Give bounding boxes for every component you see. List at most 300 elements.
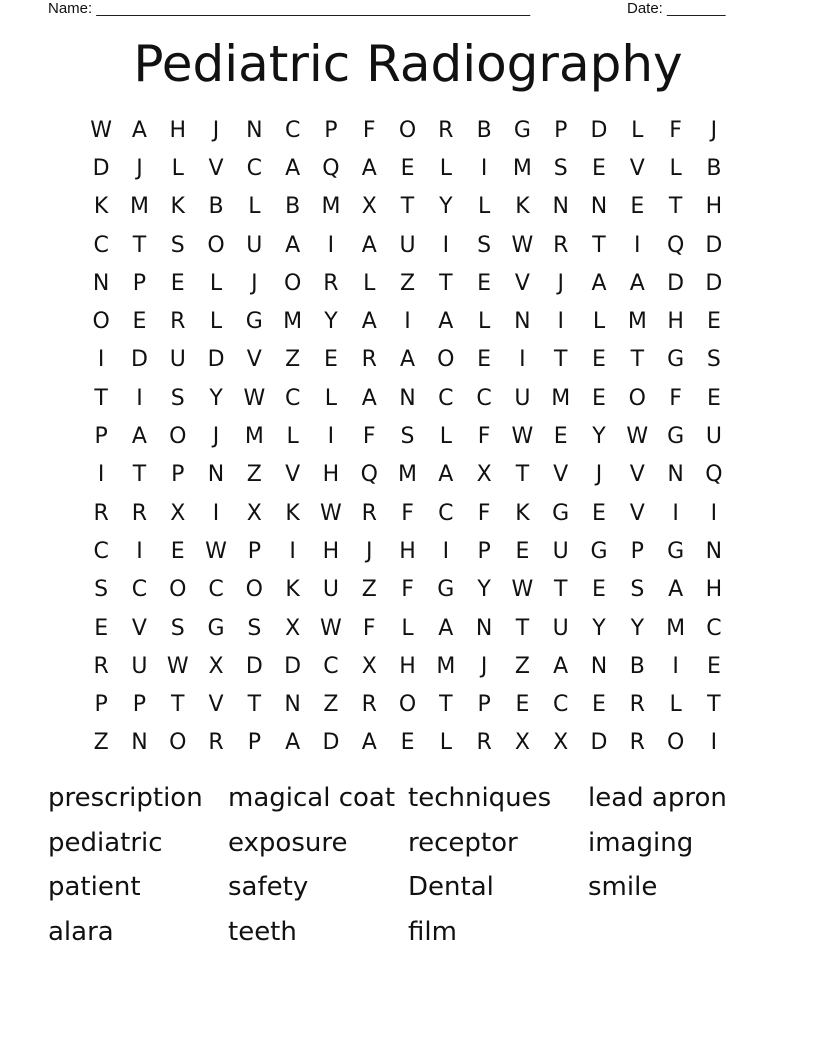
grid-cell[interactable]: O [283, 270, 302, 296]
grid-cell[interactable]: I [480, 155, 488, 181]
grid-cell[interactable]: U [322, 577, 339, 603]
grid-cell[interactable]: A [285, 155, 301, 181]
grid-cell[interactable]: R [93, 500, 109, 526]
grid-cell[interactable]: H [667, 309, 684, 335]
grid-cell[interactable]: H [399, 538, 416, 564]
grid-cell[interactable]: H [322, 538, 340, 564]
grid-cell[interactable]: H [399, 653, 416, 679]
grid-cell[interactable]: O [437, 347, 455, 373]
word-bank-item: smile [588, 872, 658, 902]
grid-cell[interactable]: O [398, 117, 417, 143]
grid-cell[interactable]: T [515, 462, 530, 488]
grid-cell[interactable]: C [553, 692, 569, 718]
grid-cell[interactable]: P [324, 117, 338, 143]
grid-cell[interactable]: I [557, 309, 564, 335]
grid-cell[interactable]: J [212, 424, 220, 450]
grid-cell[interactable]: I [672, 500, 679, 526]
grid-cell[interactable]: R [131, 500, 148, 526]
grid-cell[interactable]: E [592, 500, 606, 526]
grid-cell[interactable]: W [511, 424, 534, 450]
grid-cell[interactable]: B [208, 194, 224, 220]
grid-cell[interactable]: C [284, 117, 301, 143]
grid-cell[interactable]: G [667, 538, 685, 564]
grid-cell[interactable]: K [170, 194, 185, 220]
grid-cell[interactable]: Z [285, 347, 301, 373]
grid-cell[interactable]: D [322, 730, 340, 756]
grid-cell[interactable]: G [245, 309, 263, 335]
grid-cell[interactable]: Z [93, 730, 109, 756]
grid-cell[interactable]: W [511, 577, 534, 603]
grid-cell[interactable]: L [631, 117, 644, 143]
grid-cell[interactable]: C [706, 615, 722, 641]
grid-cell[interactable]: M [666, 615, 686, 641]
grid-cell[interactable]: D [245, 653, 263, 679]
grid-cell[interactable]: O [628, 385, 646, 411]
grid-cell[interactable]: G [437, 577, 455, 603]
grid-cell[interactable]: T [439, 270, 453, 296]
grid-cell[interactable]: M [283, 309, 303, 335]
grid-cell[interactable]: N [475, 615, 493, 641]
grid-cell[interactable]: T [132, 232, 147, 258]
grid-cell[interactable]: L [439, 424, 452, 450]
grid-cell[interactable]: V [629, 500, 645, 526]
grid-cell[interactable]: D [92, 155, 110, 181]
grid-cell[interactable]: V [208, 155, 224, 181]
word-bank-item: magical coat [228, 783, 396, 813]
letter-grid [82, 111, 733, 762]
grid-cell[interactable]: F [362, 615, 376, 641]
grid-cell[interactable]: S [400, 424, 415, 450]
grid-cell[interactable]: B [285, 194, 301, 220]
grid-cell[interactable]: D [207, 347, 225, 373]
grid-cell[interactable]: P [477, 692, 491, 718]
grid-cell[interactable]: X [553, 730, 569, 756]
grid-cell[interactable]: V [514, 270, 530, 296]
grid-cell[interactable]: Q [322, 155, 340, 181]
grid-cell[interactable]: A [131, 424, 147, 450]
grid-cell[interactable]: E [477, 347, 492, 373]
grid-cell[interactable]: W [243, 385, 266, 411]
grid-cell[interactable]: S [94, 577, 109, 603]
grid-cell[interactable]: C [438, 385, 454, 411]
grid-cell[interactable]: U [705, 424, 722, 450]
grid-cell[interactable]: U [552, 615, 569, 641]
grid-cell[interactable]: E [706, 653, 721, 679]
grid-cell[interactable]: A [438, 309, 454, 335]
grid-cell[interactable]: H [169, 117, 187, 143]
grid-cell[interactable]: D [667, 270, 685, 296]
grid-cell[interactable]: T [247, 692, 262, 718]
grid-cell[interactable]: V [285, 462, 301, 488]
grid-cell[interactable]: G [552, 500, 570, 526]
grid-cell[interactable]: T [630, 347, 645, 373]
grid-cell[interactable]: W [166, 653, 189, 679]
grid-cell[interactable]: E [592, 577, 606, 603]
grid-cell[interactable]: N [667, 462, 684, 488]
grid-cell[interactable]: H [322, 462, 340, 488]
grid-cell[interactable]: E [477, 270, 492, 296]
grid-cell[interactable]: Q [666, 232, 685, 258]
grid-cell[interactable]: I [136, 538, 143, 564]
grid-cell[interactable]: Y [630, 615, 645, 641]
grid-cell[interactable]: R [361, 347, 377, 373]
grid-cell[interactable]: G [207, 615, 225, 641]
grid-cell[interactable]: V [246, 347, 262, 373]
grid-cell[interactable]: K [515, 194, 530, 220]
grid-cell[interactable]: I [442, 538, 450, 564]
grid-cell[interactable]: T [439, 692, 453, 718]
grid-cell[interactable]: L [439, 155, 452, 181]
grid-cell[interactable]: E [630, 194, 645, 220]
page-title: Pediatric Radiography [133, 35, 683, 93]
grid-cell[interactable]: M [512, 155, 532, 181]
grid-cell[interactable]: D [284, 653, 302, 679]
grid-cell[interactable]: E [706, 309, 721, 335]
grid-cell[interactable]: W [90, 117, 113, 143]
grid-cell[interactable]: U [552, 538, 569, 564]
grid-cell[interactable]: E [170, 538, 185, 564]
grid-cell[interactable]: A [591, 270, 607, 296]
grid-cell[interactable]: Z [514, 653, 530, 679]
grid-cell[interactable]: O [207, 232, 225, 258]
grid-cell[interactable]: O [398, 692, 417, 718]
grid-cell[interactable]: I [710, 730, 718, 756]
grid-cell[interactable]: R [629, 692, 645, 718]
grid-cell[interactable]: S [170, 232, 185, 258]
grid-cell[interactable]: Y [592, 424, 606, 450]
grid-cell[interactable]: O [169, 730, 187, 756]
grid-cell[interactable]: T [707, 692, 721, 718]
grid-cell[interactable]: D [705, 232, 723, 258]
grid-cell[interactable]: E [94, 615, 109, 641]
grid-cell[interactable]: H [705, 577, 723, 603]
grid-cell[interactable]: K [285, 500, 300, 526]
grid-cell[interactable]: P [630, 538, 644, 564]
grid-cell[interactable]: A [438, 462, 454, 488]
grid-cell[interactable]: E [515, 538, 530, 564]
grid-cell[interactable]: C [438, 500, 454, 526]
grid-cell[interactable]: R [553, 232, 569, 258]
grid-cell[interactable]: V [629, 155, 645, 181]
grid-cell[interactable]: E [592, 385, 606, 411]
grid-cell[interactable]: F [669, 385, 682, 411]
grid-cell[interactable]: I [710, 500, 718, 526]
grid-cell[interactable]: X [476, 462, 492, 488]
grid-cell[interactable]: C [208, 577, 224, 603]
grid-cell[interactable]: R [361, 500, 377, 526]
grid-cell[interactable]: A [131, 117, 147, 143]
grid-cell[interactable]: V [553, 462, 569, 488]
grid-cell[interactable]: I [519, 347, 526, 373]
grid-cell[interactable]: L [248, 194, 261, 220]
grid-cell[interactable]: Y [592, 615, 606, 641]
grid-cell[interactable]: B [706, 155, 722, 181]
grid-cell[interactable]: N [92, 270, 110, 296]
name-field[interactable]: Name: ____________________________________________________ [48, 0, 531, 17]
grid-cell[interactable]: M [244, 424, 264, 450]
grid-cell[interactable]: L [286, 424, 299, 450]
grid-cell[interactable]: T [132, 462, 147, 488]
grid-cell[interactable]: L [324, 385, 338, 411]
grid-cell[interactable]: X [246, 500, 262, 526]
grid-cell[interactable]: M [129, 194, 149, 220]
grid-cell[interactable]: A [361, 385, 377, 411]
grid-cell[interactable]: R [476, 730, 492, 756]
grid-cell[interactable]: L [363, 270, 376, 296]
grid-cell[interactable]: L [439, 730, 452, 756]
grid-cell[interactable]: G [590, 538, 608, 564]
grid-cell[interactable]: C [93, 232, 109, 258]
grid-cell[interactable]: S [170, 615, 185, 641]
grid-cell[interactable]: S [706, 347, 721, 373]
grid-cell[interactable]: R [361, 692, 377, 718]
grid-cell[interactable]: R [323, 270, 339, 296]
grid-cell[interactable]: S [477, 232, 492, 258]
grid-cell[interactable]: G [513, 117, 531, 143]
grid-cell[interactable]: F [401, 577, 414, 603]
grid-cell[interactable]: U [169, 347, 186, 373]
grid-cell[interactable]: C [246, 155, 263, 181]
grid-cell[interactable]: L [401, 615, 414, 641]
grid-cell[interactable]: T [668, 194, 683, 220]
grid-cell[interactable]: L [477, 309, 491, 335]
grid-cell[interactable]: O [169, 424, 187, 450]
grid-cell[interactable]: E [706, 385, 721, 411]
grid-cell[interactable]: Q [360, 462, 378, 488]
grid-cell[interactable]: S [247, 615, 262, 641]
grid-cell[interactable]: U [399, 232, 416, 258]
grid-cell[interactable]: K [93, 194, 109, 220]
word-bank-item: safety [228, 872, 309, 902]
grid-cell[interactable]: F [362, 117, 376, 143]
grid-cell[interactable]: P [94, 692, 108, 718]
grid-cell[interactable]: I [442, 232, 450, 258]
grid-cell[interactable]: Z [246, 462, 262, 488]
grid-cell[interactable]: N [284, 692, 301, 718]
grid-cell[interactable]: O [666, 730, 685, 756]
grid-cell[interactable]: N [131, 730, 148, 756]
grid-cell[interactable]: X [514, 730, 530, 756]
grid-cell[interactable]: J [710, 117, 718, 143]
grid-cell[interactable]: P [247, 538, 261, 564]
grid-cell[interactable]: E [592, 155, 606, 181]
grid-cell[interactable]: X [361, 653, 377, 679]
grid-cell[interactable]: C [284, 385, 301, 411]
grid-cell[interactable]: J [136, 155, 143, 181]
grid-cell[interactable]: E [400, 155, 415, 181]
grid-cell[interactable]: I [97, 347, 105, 373]
grid-cell[interactable]: X [285, 615, 301, 641]
grid-cell[interactable]: I [97, 462, 105, 488]
grid-cell[interactable]: F [477, 500, 491, 526]
grid-cell[interactable]: R [170, 309, 186, 335]
grid-cell[interactable]: E [592, 692, 606, 718]
grid-cell[interactable]: A [399, 347, 416, 373]
grid-cell[interactable]: D [705, 270, 723, 296]
grid-cell[interactable]: A [361, 730, 377, 756]
word-bank-item: pediatric [48, 827, 163, 858]
grid-cell[interactable]: U [131, 653, 148, 679]
grid-cell[interactable]: F [477, 424, 491, 450]
grid-cell[interactable]: L [209, 309, 223, 335]
grid-cell[interactable]: R [93, 653, 109, 679]
grid-cell[interactable]: J [365, 538, 373, 564]
grid-cell[interactable]: T [171, 692, 185, 718]
word-bank-item: imaging [588, 827, 694, 858]
grid-cell[interactable]: T [553, 347, 568, 373]
grid-cell[interactable]: G [667, 424, 685, 450]
grid-cell[interactable]: L [477, 194, 491, 220]
grid-cell[interactable]: S [630, 577, 645, 603]
grid-cell[interactable]: W [511, 232, 534, 258]
grid-cell[interactable]: P [554, 117, 568, 143]
grid-cell[interactable]: O [169, 577, 187, 603]
grid-cell[interactable]: N [590, 194, 608, 220]
grid-cell[interactable]: I [404, 309, 411, 335]
grid-cell[interactable]: V [208, 692, 224, 718]
grid-cell[interactable]: W [626, 424, 649, 450]
grid-cell[interactable]: Q [705, 462, 723, 488]
grid-cell[interactable]: A [361, 155, 377, 181]
grid-cell[interactable]: A [668, 577, 684, 603]
word-bank-item: teeth [228, 916, 297, 947]
grid-cell[interactable]: D [130, 347, 148, 373]
grid-cell[interactable]: A [285, 232, 301, 258]
grid-cell[interactable]: D [590, 730, 608, 756]
grid-cell[interactable]: I [327, 424, 335, 450]
grid-cell[interactable]: X [208, 653, 224, 679]
grid-cell[interactable]: S [170, 385, 185, 411]
grid-cell[interactable]: R [208, 730, 224, 756]
grid-cell[interactable]: F [669, 117, 682, 143]
grid-cell[interactable]: K [285, 577, 300, 603]
grid-cell[interactable]: N [590, 653, 608, 679]
grid-cell[interactable]: T [553, 577, 568, 603]
grid-cell[interactable]: P [477, 538, 491, 564]
grid-cell[interactable]: L [669, 155, 682, 181]
grid-cell[interactable]: R [629, 730, 645, 756]
grid-cell[interactable]: T [400, 194, 415, 220]
grid-cell[interactable]: L [592, 309, 606, 335]
grid-cell[interactable]: Y [439, 194, 453, 220]
grid-cell[interactable]: E [170, 270, 185, 296]
grid-cell[interactable]: B [476, 117, 492, 143]
grid-cell[interactable]: Z [323, 692, 339, 718]
grid-cell[interactable]: J [251, 270, 258, 296]
grid-cell[interactable]: P [132, 270, 147, 296]
date-field[interactable]: Date: _______ [627, 0, 726, 17]
grid-cell[interactable]: B [629, 653, 645, 679]
grid-cell[interactable]: A [629, 270, 645, 296]
grid-cell[interactable]: J [480, 653, 488, 679]
grid-cell[interactable]: N [552, 194, 569, 220]
grid-cell[interactable]: W [320, 500, 342, 526]
grid-cell[interactable]: O [245, 577, 263, 603]
grid-cell[interactable]: M [551, 385, 571, 411]
grid-cell[interactable]: E [515, 692, 530, 718]
grid-cell[interactable]: N [514, 309, 531, 335]
grid-cell[interactable]: P [171, 462, 185, 488]
grid-cell[interactable]: V [629, 462, 645, 488]
word-bank-item: alara [48, 916, 114, 947]
grid-cell[interactable]: N [207, 462, 225, 488]
grid-cell[interactable]: M [321, 194, 341, 220]
grid-cell[interactable]: T [94, 385, 108, 411]
grid-cell[interactable]: I [634, 232, 641, 258]
grid-cell[interactable]: Y [209, 385, 223, 411]
grid-cell[interactable]: J [595, 462, 603, 488]
grid-cell[interactable]: C [131, 577, 148, 603]
grid-cell[interactable]: J [557, 270, 564, 296]
grid-cell[interactable]: A [553, 653, 569, 679]
grid-cell[interactable]: N [399, 385, 416, 411]
grid-cell[interactable]: A [361, 232, 377, 258]
grid-cell[interactable]: M [627, 309, 647, 335]
grid-cell[interactable]: W [205, 538, 227, 564]
grid-cell[interactable]: I [289, 538, 296, 564]
grid-cell[interactable]: D [590, 117, 608, 143]
grid-cell[interactable]: T [592, 232, 606, 258]
grid-cell[interactable]: E [553, 424, 568, 450]
grid-cell[interactable]: N [705, 538, 723, 564]
grid-cell[interactable]: J [212, 117, 220, 143]
grid-cell[interactable]: O [92, 309, 110, 335]
grid-cell[interactable]: K [515, 500, 530, 526]
grid-cell[interactable]: L [171, 155, 184, 181]
grid-cell[interactable]: M [436, 653, 456, 679]
grid-cell[interactable]: N [246, 117, 263, 143]
grid-cell[interactable]: P [132, 692, 147, 718]
grid-cell[interactable]: Y [324, 309, 338, 335]
grid-cell[interactable]: F [401, 500, 414, 526]
grid-cell[interactable]: U [246, 232, 263, 258]
grid-cell[interactable]: E [592, 347, 606, 373]
grid-cell[interactable]: X [170, 500, 186, 526]
grid-cell[interactable]: E [400, 730, 415, 756]
grid-cell[interactable]: I [327, 232, 335, 258]
grid-cell[interactable]: P [94, 424, 108, 450]
grid-cell[interactable]: R [438, 117, 454, 143]
grid-cell[interactable]: W [320, 615, 342, 641]
grid-cell[interactable]: I [212, 500, 220, 526]
grid-cell[interactable]: M [398, 462, 418, 488]
grid-cell[interactable]: L [209, 270, 223, 296]
grid-cell[interactable]: T [515, 615, 530, 641]
grid-cell[interactable]: Z [361, 577, 377, 603]
grid-cell[interactable]: X [361, 194, 377, 220]
grid-cell[interactable]: C [323, 653, 339, 679]
grid-cell[interactable]: I [672, 653, 679, 679]
grid-cell[interactable]: Z [399, 270, 416, 296]
grid-cell[interactable]: V [131, 615, 147, 641]
grid-cell[interactable]: I [136, 385, 143, 411]
grid-cell[interactable]: H [705, 194, 723, 220]
grid-cell[interactable]: Y [477, 577, 491, 603]
grid-cell[interactable]: C [476, 385, 492, 411]
grid-cell[interactable]: A [361, 309, 377, 335]
grid-cell[interactable]: G [667, 347, 685, 373]
grid-cell[interactable]: L [669, 692, 682, 718]
grid-cell[interactable]: E [323, 347, 338, 373]
grid-cell[interactable]: C [93, 538, 109, 564]
grid-cell[interactable]: E [132, 309, 147, 335]
grid-cell[interactable]: F [362, 424, 376, 450]
grid-cell[interactable]: A [438, 615, 454, 641]
grid-cell[interactable]: S [553, 155, 568, 181]
grid-cell[interactable]: P [247, 730, 261, 756]
grid-cell[interactable]: A [285, 730, 301, 756]
grid-cell[interactable]: U [514, 385, 531, 411]
